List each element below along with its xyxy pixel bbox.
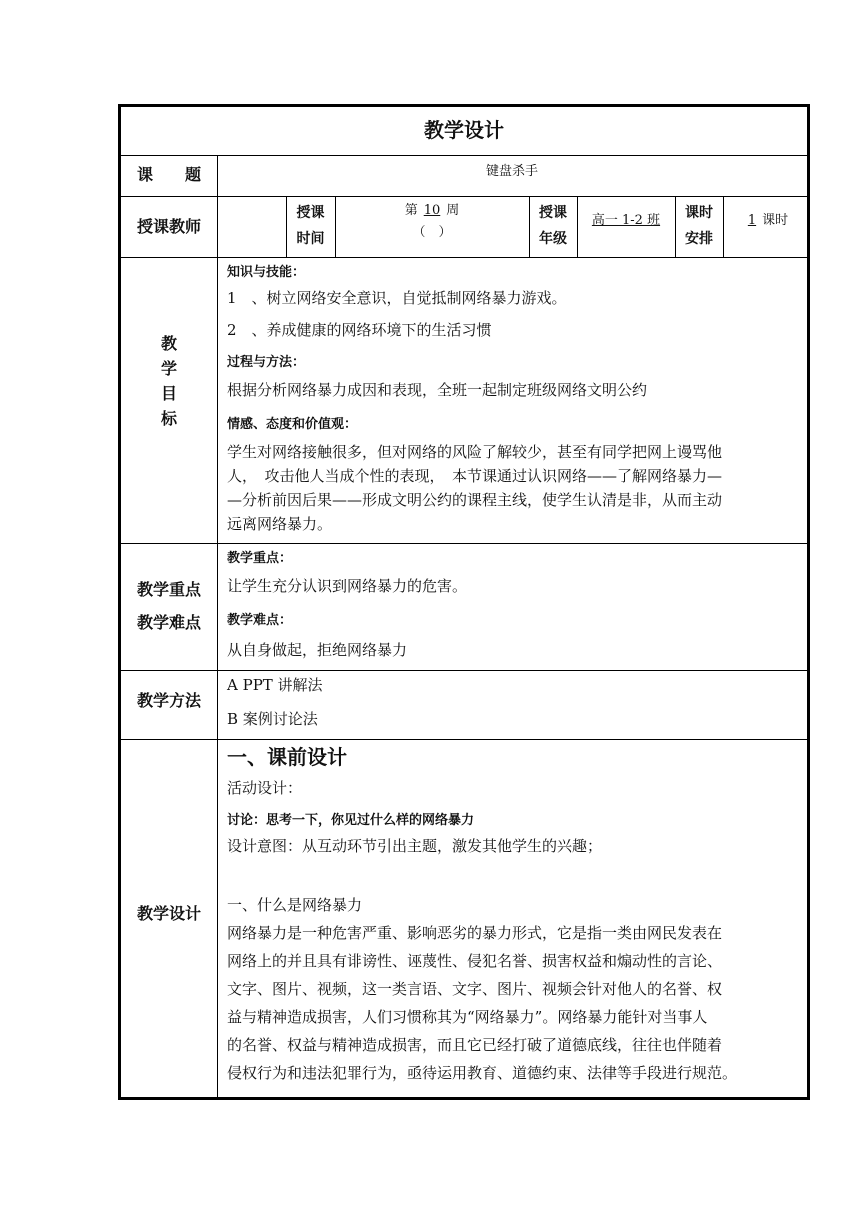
discussion-text: 讨论：思考一下，你见过什么样的网络暴力 bbox=[227, 813, 475, 828]
goals-label-char: 标 bbox=[160, 409, 177, 428]
page-title: 教学设计 bbox=[424, 118, 504, 142]
hours-label-line1: 课时 bbox=[685, 205, 713, 221]
emotion-text-line: 人， 攻击他人当成个性的表现， 本节课通过认识网络——了解网络暴力— bbox=[227, 467, 723, 485]
keypoints-content bbox=[227, 543, 805, 670]
week-prefix: 第 bbox=[404, 203, 418, 218]
method-item: A PPT 讲解法 bbox=[227, 676, 323, 694]
hours-suffix: 课时 bbox=[762, 213, 789, 228]
method-item: B 案例讨论法 bbox=[227, 710, 318, 728]
knowledge-item: 2 、养成健康的网络环境下的生活习惯 bbox=[227, 321, 492, 339]
process-heading: 过程与方法： bbox=[227, 355, 306, 370]
lesson-time-label-line2: 时间 bbox=[296, 231, 325, 247]
column-divider bbox=[217, 155, 218, 1097]
knowledge-item: 1 、树立网络安全意识，自觉抵制网络暴力游戏。 bbox=[227, 289, 567, 307]
goals-content bbox=[227, 257, 805, 543]
hours-label bbox=[675, 196, 723, 257]
key-heading: 教学重点： bbox=[227, 551, 293, 566]
keypoints-label bbox=[121, 543, 217, 670]
grade-label bbox=[529, 196, 577, 257]
emotion-text-line: 学生对网络接触很多，但对网络的风险了解较少，甚至有同学把网上谩骂他 bbox=[227, 443, 723, 461]
lesson-plan-table bbox=[118, 104, 810, 1100]
body-line: 网络上的并且具有诽谤性、诬蔑性、侵犯名誉、损害权益和煽动性的言论、 bbox=[227, 952, 723, 970]
emotion-text-line: —分析前因后果——形成文明公约的课程主线，使学生认清是非，从而主动 bbox=[227, 491, 723, 509]
goals-label-char: 学 bbox=[160, 359, 177, 378]
grade-label-line1: 授课 bbox=[539, 205, 567, 221]
lesson-time-value bbox=[335, 196, 529, 257]
knowledge-heading: 知识与技能： bbox=[227, 265, 306, 280]
keypoints-label-line1: 教学重点 bbox=[136, 580, 201, 599]
goals-label-char: 目 bbox=[160, 384, 177, 403]
date-paren: （ ） bbox=[412, 225, 452, 240]
week-line bbox=[335, 200, 529, 222]
body-line: 网络暴力是一种危害严重、影响恶劣的暴力形式，它是指一类由网民发表在 bbox=[227, 924, 723, 942]
week-number: 10 bbox=[423, 203, 441, 218]
teacher-value bbox=[217, 196, 286, 257]
design-label: 教学设计 bbox=[136, 904, 201, 923]
hours-value: 1 bbox=[747, 213, 757, 228]
teacher-label: 授课教师 bbox=[136, 217, 201, 236]
hours-value-cell bbox=[723, 196, 807, 257]
body-line: 益与精神造成损害，人们习惯称其为“网络暴力”。网络暴力能针对当事人 bbox=[227, 1008, 708, 1026]
grade-label-line2: 年级 bbox=[539, 231, 567, 247]
design-heading: 一、课前设计 bbox=[227, 745, 347, 769]
difficulty-heading: 教学难点： bbox=[227, 613, 293, 628]
hours-label-line2: 安排 bbox=[685, 231, 713, 247]
goals-label-char: 教 bbox=[160, 334, 177, 353]
emotion-text-line: 远离网络暴力。 bbox=[227, 515, 333, 533]
key-text: 让学生充分认识到网络暴力的危害。 bbox=[227, 577, 468, 595]
lesson-time-label-line1: 授课 bbox=[296, 205, 325, 221]
body-line: 文字、图片、视频，这一类言语、文字、图片、视频会针对他人的名誉、权 bbox=[227, 980, 723, 998]
methods-label: 教学方法 bbox=[136, 691, 201, 710]
body-line: 的名誉、权益与精神造成损害，而且它已经打破了道德底线，往往也伴随着 bbox=[227, 1036, 723, 1054]
activity-label: 活动设计： bbox=[227, 779, 303, 797]
topic-value: 键盘杀手 bbox=[485, 164, 538, 179]
intent-text: 设计意图：从互动环节引出主题，激发其他学生的兴趣； bbox=[227, 837, 603, 855]
week-suffix: 周 bbox=[446, 203, 460, 218]
topic-label: 课 题 bbox=[136, 165, 201, 184]
lesson-time-label bbox=[286, 196, 335, 257]
emotion-heading: 情感、态度和价值观： bbox=[227, 417, 358, 432]
grade-value: 高一 1-2 班 bbox=[591, 213, 661, 228]
process-text: 根据分析网络暴力成因和表现，全班一起制定班级网络文明公约 bbox=[227, 381, 648, 399]
body-line: 侵权行为和违法犯罪行为，亟待运用教育、道德约束、法律等手段进行规范。 bbox=[227, 1064, 738, 1082]
goals-label bbox=[121, 257, 217, 543]
difficulty-text: 从自身做起，拒绝网络暴力 bbox=[227, 641, 408, 659]
methods-content bbox=[227, 670, 805, 739]
keypoints-label-line2: 教学难点 bbox=[136, 613, 201, 632]
subsection-title: 一、什么是网络暴力 bbox=[227, 896, 363, 914]
design-content bbox=[227, 739, 805, 1097]
